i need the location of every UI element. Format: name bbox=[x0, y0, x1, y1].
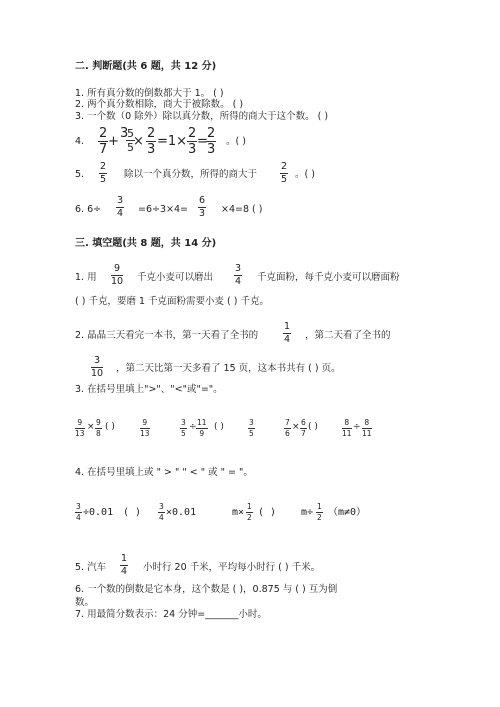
fill-q3-e2-a: $\frac{3}{5}$ bbox=[181, 418, 186, 438]
judge-q5-tail: 。( ) bbox=[295, 169, 315, 180]
fill-q6-line2: 数。 bbox=[75, 597, 95, 608]
judge-q6-tail: ×4=8 ( ) bbox=[221, 204, 263, 215]
section3-title: 三. 填空题(共 8 题，共 14 分) bbox=[75, 238, 217, 249]
fill-q3-e2-op: ÷ bbox=[189, 422, 197, 432]
fill-q3-e2-b: $\frac{11}{9}$ bbox=[197, 418, 207, 438]
fill-q4-e2-pre2: m÷ bbox=[301, 507, 314, 518]
judge-q4-times: × bbox=[133, 134, 144, 149]
fill-q3-text: 3. 在括号里填上">"、"<"或"="。 bbox=[75, 384, 223, 395]
fill-q4-e2-a: $\frac{1}{2}$ bbox=[247, 502, 252, 522]
fill-q3-e3-op: × bbox=[292, 422, 300, 432]
judge-q4-number: 4. bbox=[75, 136, 85, 147]
fill-q2-tail: ，第二天看了全书的 bbox=[305, 330, 391, 341]
judge-q5-text: 除以一个真分数，所得的商大于 bbox=[124, 169, 258, 180]
fill-q3-e2-c: $\frac{3}{5}$ bbox=[249, 418, 254, 438]
fill-q3-e3-c: $\frac{8}{11}$ bbox=[342, 418, 352, 438]
fill-q4-e1-tail2: ×0.01 bbox=[166, 507, 197, 518]
fill-q4-e1-a: $\frac{3}{4}$ bbox=[76, 502, 81, 522]
fill-q1-mid: 千克小麦可以磨出 bbox=[137, 272, 214, 283]
fill-q5-frac-1: $\frac{1}{4}$ bbox=[121, 553, 128, 577]
judge-q6-frac-1: $\frac{3}{4}$ bbox=[117, 195, 124, 219]
fill-q1-frac-2: $\frac{3}{4}$ bbox=[235, 263, 242, 287]
judge-q4-frac-3: $\frac{2}{3}$ bbox=[147, 126, 156, 157]
fill-q3-e1-a: $\frac{9}{13}$ bbox=[75, 418, 85, 438]
fill-q4-text: 4. 在括号里填上或 " > " " < " 或 " = "。 bbox=[75, 467, 253, 478]
fill-q1-frac-1: $\frac{9}{10}$ bbox=[111, 263, 124, 287]
judge-q6-pre: 6. 6÷ bbox=[75, 204, 102, 215]
fill-q3-e3-op2: ÷ bbox=[353, 422, 361, 432]
fill-q3-e2-blank[interactable]: ( ) bbox=[214, 422, 224, 432]
fill-q3-e1-blank[interactable]: ( ) bbox=[105, 422, 115, 432]
fill-q4-e2-b: $\frac{1}{2}$ bbox=[317, 502, 322, 522]
judge-q3: 3. 一个数（0 除外）除以真分数，所得的商大于这个数。 ( ) bbox=[75, 111, 329, 122]
judge-q4-frac-5: $\frac{2}{3}$ bbox=[207, 126, 216, 157]
fill-q2-line2: ，第二天比第一天多看了 15 页，这本书共有 ( ) 页。 bbox=[116, 363, 341, 374]
judge-q4-frac-4: $\frac{2}{3}$ bbox=[188, 126, 197, 157]
fill-q3-e3-blank[interactable]: ( ) bbox=[308, 422, 318, 432]
judge-q4-eq: =1× bbox=[157, 134, 188, 149]
judge-q6-frac-2: $\frac{6}{3}$ bbox=[199, 195, 206, 219]
fill-q3-e3-a: $\frac{7}{6}$ bbox=[285, 418, 290, 438]
fill-q3-e1-b: $\frac{9}{8}$ bbox=[96, 418, 101, 438]
fill-q2-frac-2: $\frac{3}{10}$ bbox=[91, 355, 104, 379]
fill-q3-e1-c: $\frac{9}{13}$ bbox=[140, 418, 150, 438]
fill-q1-line2: ( ) 千克，要磨 1 千克面粉需要小麦 ( ) 千克。 bbox=[75, 296, 270, 307]
fill-q5-tail: 小时行 20 千米，平均每小时行 ( ) 千米。 bbox=[143, 562, 321, 573]
judge-q5-number: 5. bbox=[75, 169, 85, 180]
judge-q4-mixed: 3 bbox=[120, 126, 129, 141]
judge-q4-frac-2: $\frac{5}{5}$ bbox=[127, 127, 134, 154]
fill-q2-frac-1: $\frac{1}{4}$ bbox=[284, 321, 291, 345]
fill-q3-e3-d: $\frac{8}{11}$ bbox=[362, 418, 372, 438]
fill-q4-e2-pre: m× bbox=[232, 507, 245, 518]
fill-q5-pre: 5. 汽车 bbox=[75, 562, 107, 573]
fill-q2-pre: 2. 晶晶三天看完一本书，第一天看了全书的 bbox=[75, 330, 259, 341]
fill-q1-pre: 1. 用 bbox=[75, 272, 97, 283]
fill-q3-e3-b: $\frac{6}{7}$ bbox=[301, 418, 306, 438]
section2-title: 二. 判断题(共 6 题，共 12 分) bbox=[75, 61, 217, 72]
fill-q4-e2-tail: （m≠0） bbox=[328, 507, 367, 518]
fill-q4-e1-tail: ÷0.01 bbox=[83, 507, 114, 518]
judge-q4-tail: 。( ) bbox=[226, 136, 246, 147]
fill-q7: 7. 用最简分数表示：24 分钟=_______小时。 bbox=[75, 609, 267, 620]
judge-q4-plus: + bbox=[108, 134, 119, 149]
judge-q2: 2. 两个真分数相除，商大于被除数。 ( ) bbox=[75, 99, 244, 110]
judge-q4-frac-1: $\frac{2}{7}$ bbox=[99, 126, 108, 157]
fill-q4-e1-blank[interactable]: ( ) bbox=[123, 507, 142, 518]
judge-q1: 1. 所有真分数的倒数都大于 1。 ( ) bbox=[75, 88, 224, 99]
judge-q6-mid: =6÷3×4= bbox=[138, 204, 188, 215]
fill-q1-tail: 千克面粉，每千克小麦可以磨面粉 bbox=[257, 272, 400, 283]
judge-q5-frac-2: $\frac{2}{5}$ bbox=[281, 161, 288, 185]
fill-q3-e1-op: × bbox=[87, 422, 95, 432]
fill-q4-e2-blank[interactable]: ( ) bbox=[258, 507, 277, 518]
fill-q4-e1-b: $\frac{3}{4}$ bbox=[159, 502, 164, 522]
judge-q4-eq2: = bbox=[197, 134, 208, 149]
judge-q5-frac-1: $\frac{2}{5}$ bbox=[100, 161, 107, 185]
fill-q6-line1: 6. 一个数的倒数是它本身，这个数是 ( )，0.875 与 ( ) 互为倒 bbox=[75, 584, 338, 595]
